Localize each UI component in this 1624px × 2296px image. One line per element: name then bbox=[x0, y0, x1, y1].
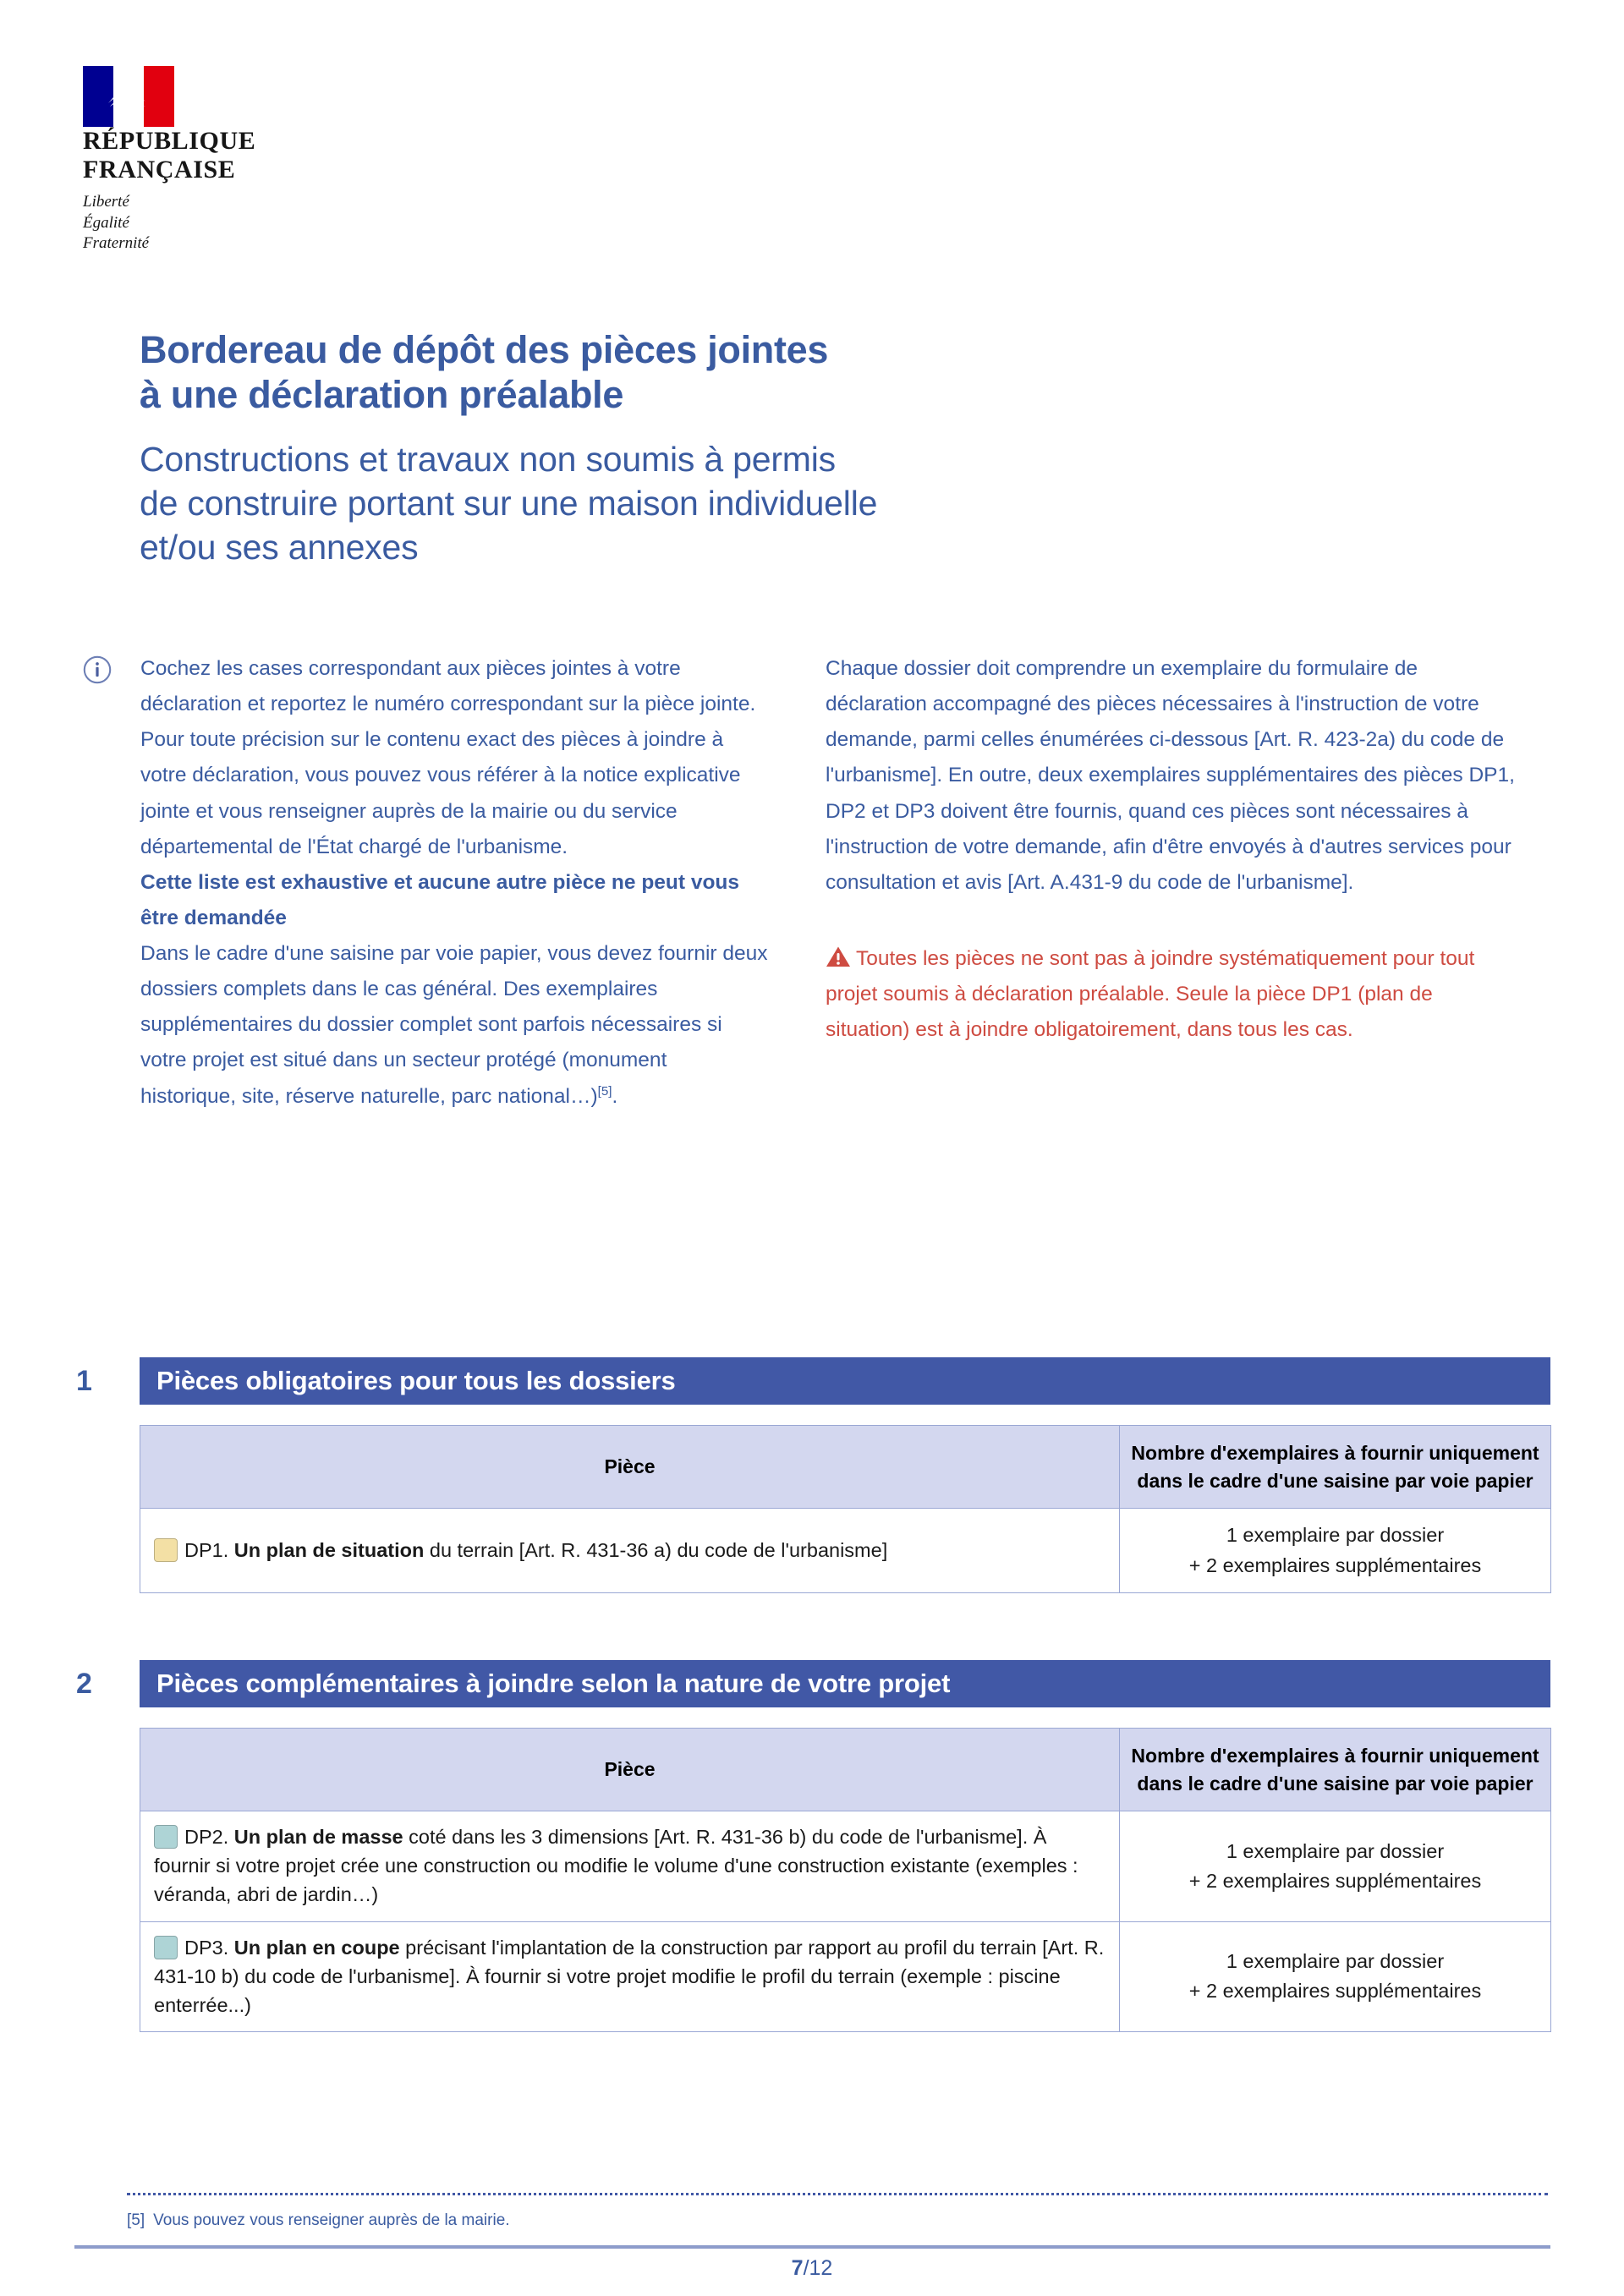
table-row bbox=[140, 1921, 1551, 2031]
piece-label-dp1: Un plan de situation bbox=[233, 1539, 425, 1562]
republique-francaise-logo bbox=[74, 66, 328, 254]
nombre-line-2: + 2 exemplaires supplémentaires bbox=[1188, 1553, 1482, 1576]
page-total: 12 bbox=[809, 2256, 833, 2280]
intro-left-para-4 bbox=[140, 936, 768, 1115]
section-1 bbox=[74, 1357, 1550, 1593]
intro-column-left bbox=[74, 651, 768, 1115]
page-title-block bbox=[140, 328, 1408, 569]
devise-fraternite: Fraternité bbox=[83, 233, 150, 252]
nombre-line-1: 1 exemplaire par dossier bbox=[1226, 1524, 1445, 1547]
devise-egalite: Égalité bbox=[83, 213, 129, 232]
section-2-table bbox=[140, 1728, 1551, 2032]
section-1-header bbox=[74, 1357, 1550, 1405]
table-cell-piece-dp3 bbox=[140, 1921, 1120, 2031]
page-subtitle-line3: et/ou ses annexes bbox=[140, 528, 419, 567]
intro-right-para-1: Chaque dossier doit comprendre un exemplaire du formulaire de déclaration accompagné des pièces nécessaires à l'instruction de votre demande, parmi celles énumérées ci-dessous [Art. R. 423-2a) du code de l'urbanisme]. En outre, deux exemplaires supplémentaires des pièces DP1, DP2 et DP3 doivent être fournis, quand ces pièces sont nécessaires à l'instruction de votre demande, afin d'être envoyés à d'autres services pour consultation et avis [Art. A.431-9 du code de l'urbanisme]. bbox=[826, 657, 1515, 894]
piece-code-dp2: DP2. bbox=[184, 1826, 229, 1849]
section-2-number: 2 bbox=[76, 1668, 92, 1700]
nombre-line-2: + 2 exemplaires supplémentaires bbox=[1188, 1869, 1482, 1892]
nombre-line-2: + 2 exemplaires supplémentaires bbox=[1188, 1980, 1482, 2003]
section-1-number: 1 bbox=[76, 1365, 92, 1397]
intro-left-para-4-end: . bbox=[612, 1084, 618, 1108]
footnote-5 bbox=[127, 2210, 510, 2233]
intro-left-para-3-bold: Cette liste est exhaustive et aucune autre pièce ne peut vous être demandée bbox=[140, 870, 740, 929]
page-current: 7 bbox=[791, 2256, 804, 2280]
info-icon bbox=[81, 654, 113, 686]
footnote-text: Vous pouvez vous renseigner auprès de la mairie. bbox=[153, 2211, 510, 2229]
table-cell-piece-dp1 bbox=[140, 1509, 1120, 1593]
intro-section bbox=[74, 651, 1563, 1115]
table-cell-piece-dp2 bbox=[140, 1811, 1120, 1921]
warning-notice-text: Toutes les pièces ne sont pas à joindre systématiquement pour tout projet soumis à déclaration préalable. Seule la pièce DP1 (plan de situation) est à joindre obligatoirement, dans tous les cas. bbox=[826, 946, 1475, 1042]
nombre-line-1: 1 exemplaire par dossier bbox=[1226, 1839, 1445, 1862]
table-header-row bbox=[140, 1426, 1551, 1509]
devise-block bbox=[83, 192, 328, 254]
piece-label-dp2: Un plan de masse bbox=[233, 1826, 403, 1849]
footnote-number: [5] bbox=[127, 2211, 145, 2229]
footnote-reference-5: [5] bbox=[597, 1083, 612, 1099]
piece-rest-dp3: précisant l'implantation de la construction par rapport au profil du terrain [Art. R. 431-10 b) du code de l'urbanisme]. À fournir si votre projet modifie le profil du terrain (exemple : piscine enterrée...) bbox=[154, 1936, 1105, 2016]
page-title-line1: Bordereau de dépôt des pièces jointes bbox=[140, 328, 829, 371]
warning-notice bbox=[826, 941, 1519, 1048]
table-header-nombre: Nombre d'exemplaires à fournir uniquement dans le cadre d'une saisine par voie papier bbox=[1120, 1729, 1551, 1811]
piece-rest-dp1: du terrain [Art. R. 431-36 a) du code de l'urbanisme] bbox=[424, 1539, 888, 1562]
table-header-nombre: Nombre d'exemplaires à fournir uniquement dans le cadre d'une saisine par voie papier bbox=[1120, 1426, 1551, 1509]
nombre-line-1: 1 exemplaire par dossier bbox=[1226, 1949, 1445, 1972]
piece-rest-dp2: coté dans les 3 dimensions [Art. R. 431-36 b) du code de l'urbanisme]. À fournir si votre projet crée une construction ou modifie le volume d'une construction existante (exemples : véranda, abri de jardin…) bbox=[154, 1826, 1078, 1906]
table-cell-nombre-dp3 bbox=[1120, 1921, 1551, 2031]
section-2 bbox=[74, 1660, 1550, 2032]
checkbox-dp1[interactable] bbox=[154, 1538, 178, 1562]
warning-triangle-icon bbox=[826, 945, 851, 968]
french-flag-icon bbox=[83, 66, 174, 127]
checkbox-dp3[interactable] bbox=[154, 1936, 178, 1959]
intro-left-para-4-text: Dans le cadre d'une saisine par voie papier, vous devez fournir deux dossiers complets dans le cas général. Des exemplaires supplémentaires du dossier complet sont parfois nécessaires si votre projet est situé dans un secteur protégé (monument historique, site, réserve naturelle, parc national…) bbox=[140, 942, 768, 1108]
footer-divider bbox=[74, 2245, 1550, 2249]
table-header-piece: Pièce bbox=[140, 1729, 1120, 1811]
logo-line-francaise: FRANÇAISE bbox=[83, 155, 236, 184]
logo-line-republique: RÉPUBLIQUE bbox=[83, 127, 256, 155]
checkbox-dp2[interactable] bbox=[154, 1825, 178, 1849]
piece-label-dp3: Un plan en coupe bbox=[233, 1936, 400, 1959]
devise-liberte: Liberté bbox=[83, 193, 129, 211]
page-number bbox=[0, 2256, 1624, 2281]
table-row bbox=[140, 1509, 1551, 1593]
table-row bbox=[140, 1811, 1551, 1921]
section-2-header bbox=[74, 1660, 1550, 1707]
section-1-heading: Pièces obligatoires pour tous les dossiers bbox=[140, 1357, 1550, 1405]
intro-column-right bbox=[826, 651, 1519, 1115]
piece-code-dp1: DP1. bbox=[184, 1539, 229, 1562]
table-header-piece: Pièce bbox=[140, 1426, 1120, 1509]
intro-left-para-1: Cochez les cases correspondant aux pièces jointes à votre déclaration et reportez le numéro correspondant sur la pièce jointe. bbox=[140, 657, 756, 716]
page-subtitle-line2: de construire portant sur une maison individuelle bbox=[140, 484, 878, 523]
page-subtitle-line1: Constructions et travaux non soumis à permis bbox=[140, 440, 836, 479]
footnote-divider bbox=[127, 2193, 1548, 2195]
page-title-line2: à une déclaration préalable bbox=[140, 372, 624, 416]
page-subtitle bbox=[140, 437, 1408, 569]
section-2-heading: Pièces complémentaires à joindre selon la nature de votre projet bbox=[140, 1660, 1550, 1707]
piece-code-dp3: DP3. bbox=[184, 1936, 229, 1959]
table-cell-nombre-dp1 bbox=[1120, 1509, 1551, 1593]
page-separator: / bbox=[803, 2256, 809, 2280]
table-cell-nombre-dp2 bbox=[1120, 1811, 1551, 1921]
page-title bbox=[140, 328, 1408, 417]
intro-left-para-2: Pour toute précision sur le contenu exact des pièces à joindre à votre déclaration, vous pouvez vous référer à la notice explicative jointe et vous renseigner auprès de la mairie ou du service départemental de l'État chargé de l'urbanisme. bbox=[140, 728, 741, 858]
section-1-table bbox=[140, 1425, 1551, 1593]
marianne-silhouette-icon bbox=[91, 66, 183, 127]
table-header-row bbox=[140, 1729, 1551, 1811]
